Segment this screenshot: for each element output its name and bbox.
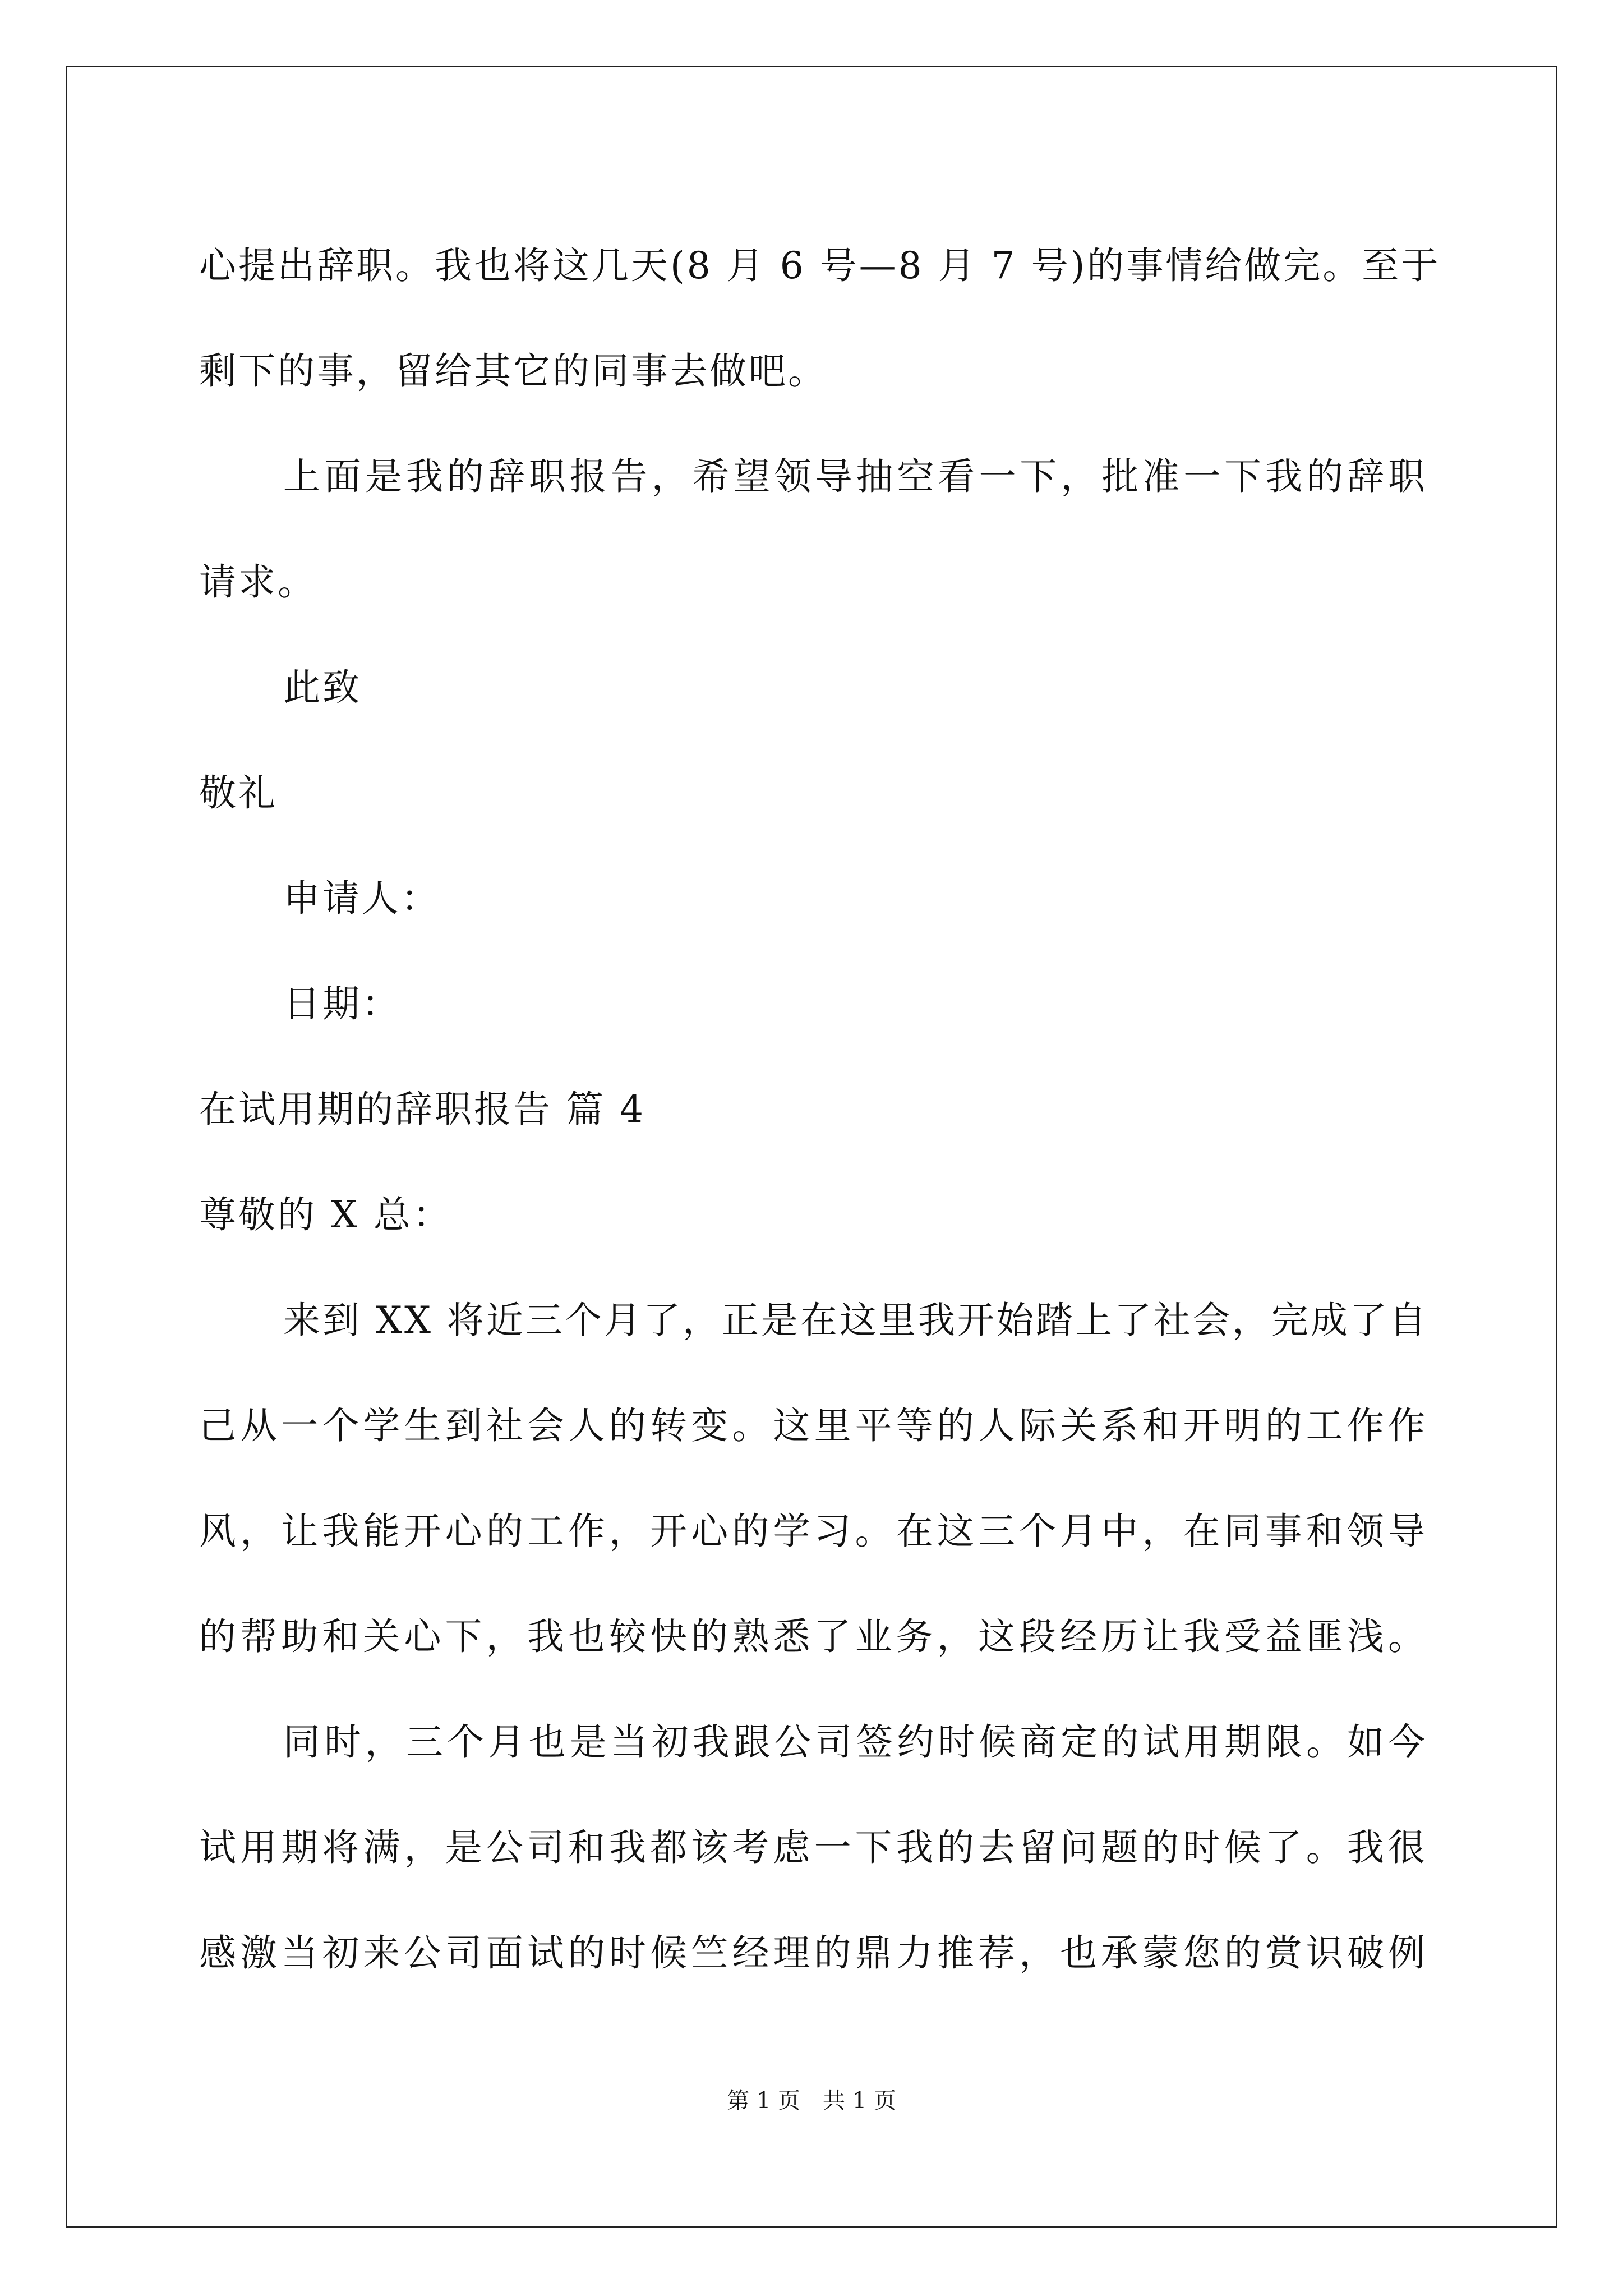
closing-regards: 敬礼 xyxy=(199,771,278,815)
text-line-16: 试用期将满，是公司和我都该考虑一下我的去留问题的时候了。我很 xyxy=(199,1826,1427,1869)
text-line-15: 同时，三个月也是当初我跟公司签约时候商定的试用期限。如今 xyxy=(283,1720,1427,1764)
text-line-13: 风，让我能开心的工作，开心的学习。在这三个月中，在同事和领导 xyxy=(199,1510,1427,1553)
closing-salutation: 此致 xyxy=(283,666,362,709)
text-line-17: 感激当初来公司面试的时候竺经理的鼎力推荐，也承蒙您的赏识破例 xyxy=(199,1931,1427,1975)
text-line-14: 的帮助和关心下，我也较快的熟悉了业务，这段经历让我受益匪浅。 xyxy=(199,1615,1427,1658)
text-line-11: 来到 XX 将近三个月了，正是在这里我开始踏上了社会，完成了自 xyxy=(283,1299,1428,1342)
date-label: 日期： xyxy=(283,982,401,1025)
page-footer: 第 1 页 共 1 页 xyxy=(727,2088,896,2114)
text-line-12: 己从一个学生到社会人的转变。这里平等的人际关系和开明的工作作 xyxy=(199,1404,1427,1447)
text-line-3: 上面是我的辞职报告，希望领导抽空看一下，批准一下我的辞职 xyxy=(283,455,1427,498)
text-line-2: 剩下的事，留给其它的同事去做吧。 xyxy=(199,349,827,393)
text-line-1: 心提出辞职。我也将这几天(8 月 6 号—8 月 7 号)的事情给做完。至于 xyxy=(199,244,1441,287)
text-line-4: 请求。 xyxy=(199,560,317,604)
document-body xyxy=(199,213,1441,2006)
section-heading: 在试用期的辞职报告 篇 4 xyxy=(199,1088,645,1131)
applicant-label: 申请人： xyxy=(283,877,440,920)
letter-greeting: 尊敬的 X 总： xyxy=(199,1193,452,1236)
